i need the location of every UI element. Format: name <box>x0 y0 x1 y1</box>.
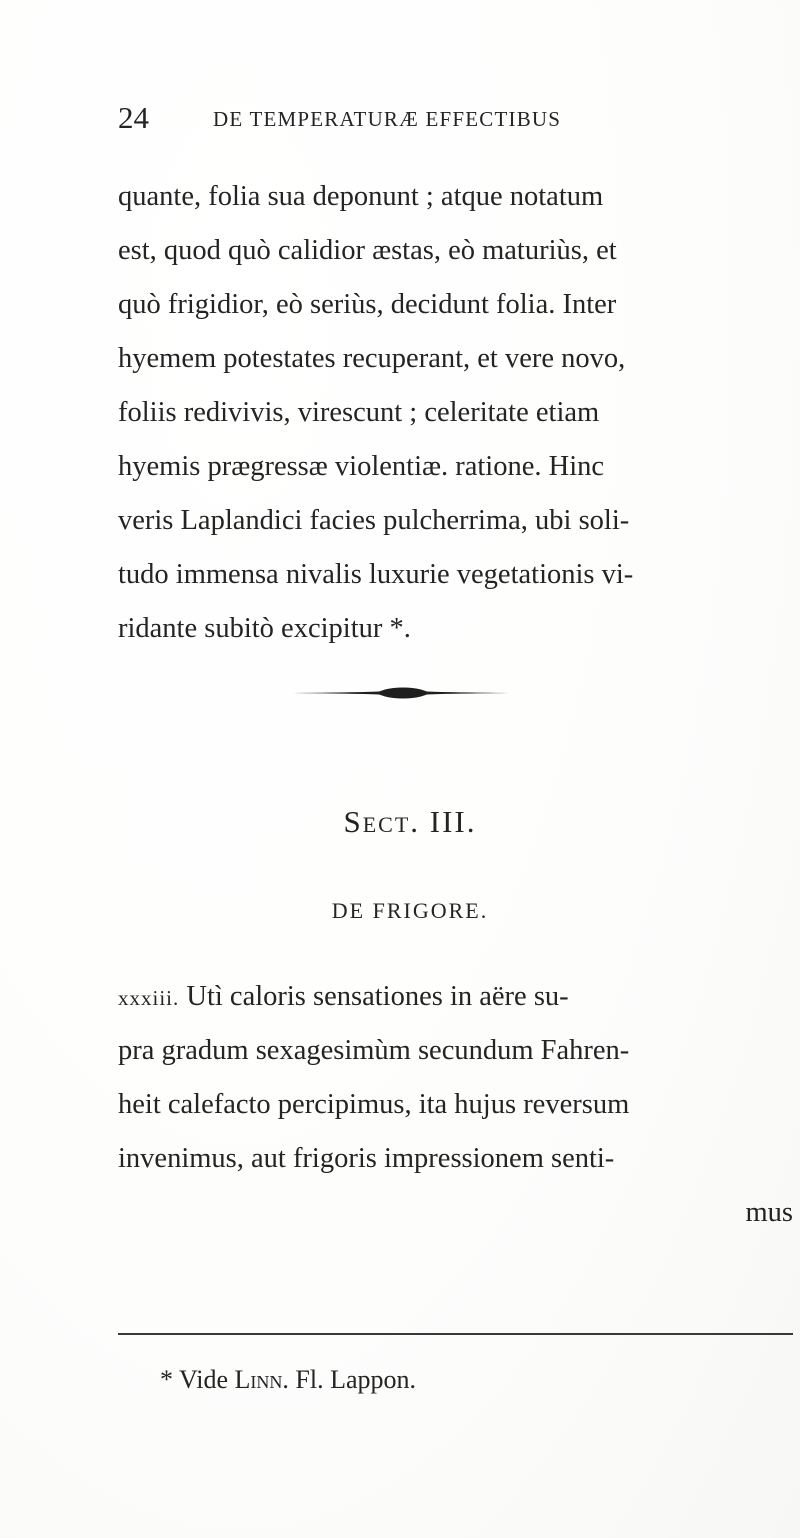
text-line-content: pra gradum sexagesimùm secundum Fahren- <box>118 1035 630 1066</box>
text-line-content: hyemis prægressæ violentiæ. ratione. Hinc <box>118 451 605 482</box>
text-line-rest: Utì caloris sensationes in aëre su- <box>186 981 569 1012</box>
text-line-content: ridante subitò excipitur *. <box>118 613 411 644</box>
footnote-rule <box>118 1333 793 1335</box>
text-line <box>118 1078 793 1132</box>
paragraph-2 <box>118 970 793 1240</box>
paragraph-number: xxxiii. <box>118 986 180 1010</box>
section-title: Sect. III. <box>343 804 477 839</box>
text-line-content: quò frigidior, eò seriùs, decidunt folia. Inter <box>118 289 617 320</box>
running-title: DE TEMPERATURÆ EFFECTIBUS <box>213 107 562 131</box>
text-line <box>118 602 793 656</box>
text-line <box>118 1132 793 1186</box>
text-line <box>118 278 793 332</box>
text-line-content: tudo immensa nivalis luxurie vegetationis vi- <box>118 559 634 590</box>
text-line-content: quante, folia sua deponunt ; atque notatum <box>118 181 604 212</box>
footnote-marker: * <box>160 1365 173 1394</box>
footnote-text-before: Vide <box>179 1365 229 1394</box>
text-line-content: veris Laplandici facies pulcherrima, ubi soli- <box>118 505 630 536</box>
footnote <box>160 1360 416 1400</box>
catchword: mus <box>745 1197 793 1228</box>
text-line <box>118 548 793 602</box>
text-line <box>118 224 793 278</box>
text-line <box>118 970 793 1024</box>
text-line-content: invenimus, aut frigoris impressionem senti- <box>118 1143 615 1174</box>
text-line <box>118 170 793 224</box>
text-line <box>118 386 793 440</box>
section-subtitle: DE FRIGORE. <box>331 898 489 923</box>
paragraph-1 <box>118 170 793 656</box>
catchword-line <box>118 1186 793 1240</box>
text-line <box>118 332 793 386</box>
footnote-author: Linn. <box>234 1365 289 1394</box>
text-line <box>118 440 793 494</box>
text-line-content: foliis redivivis, virescunt ; celeritate etiam <box>118 397 600 428</box>
running-head <box>118 98 800 138</box>
text-line <box>118 494 793 548</box>
page-number: 24 <box>118 100 149 135</box>
text-line-content <box>118 970 569 1024</box>
text-line-content: heit calefacto percipimus, ita hujus reversum <box>118 1089 630 1120</box>
text-line <box>118 1024 793 1078</box>
footnote-text-after: Fl. Lappon. <box>295 1365 416 1394</box>
text-line-content: est, quod quò calidior æstas, eò maturiùs, et <box>118 235 617 266</box>
ornament-rule <box>293 686 515 700</box>
text-line-content: hyemem potestates recuperant, et vere novo, <box>118 343 626 374</box>
